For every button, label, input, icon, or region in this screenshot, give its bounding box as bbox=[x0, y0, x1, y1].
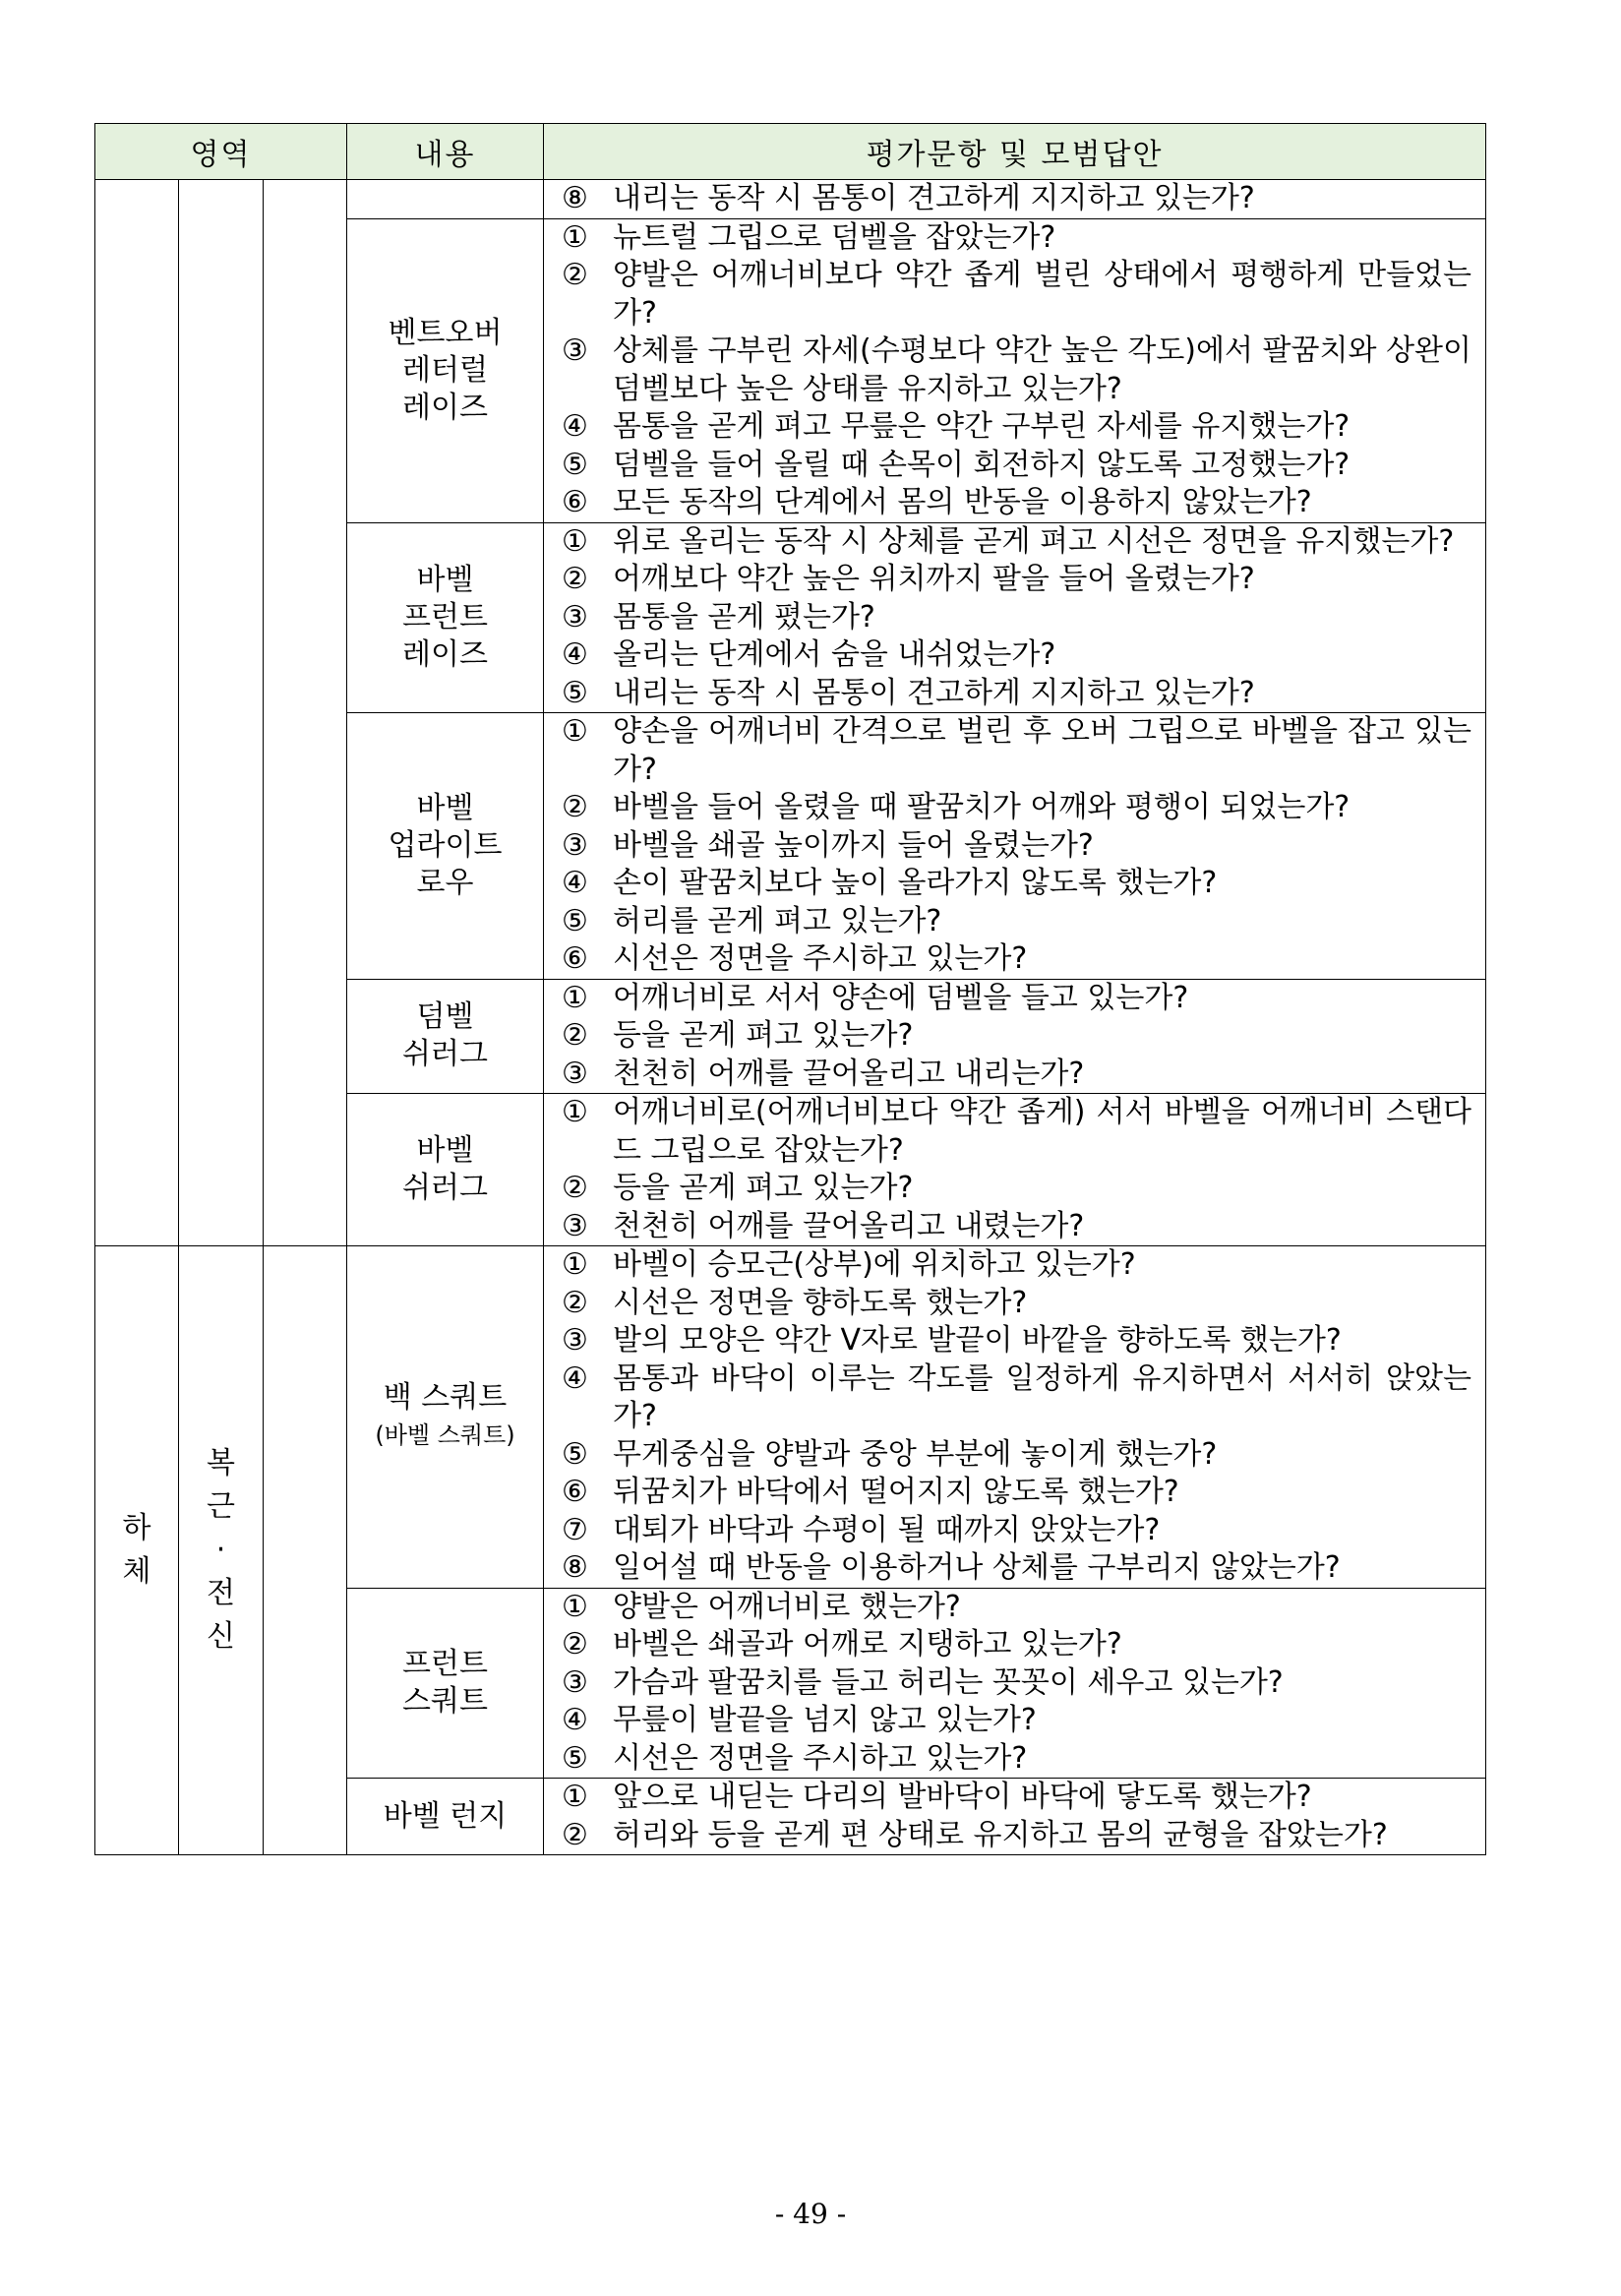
list-item: ① 어깨너비로 서서 양손에 덤벨을 들고 있는가? bbox=[562, 980, 1189, 1015]
content-cell: 프런트 스쿼트 bbox=[347, 1588, 544, 1779]
list-item: ① 앞으로 내딛는 다리의 발바닥이 바닥에 닿도록 했는가? bbox=[562, 1780, 1312, 1814]
list-item: ① 양발은 어깨너비로 했는가? bbox=[562, 1589, 961, 1624]
list-item: ③ 몸통을 곧게 폈는가? bbox=[562, 599, 875, 634]
list-item: ① 뉴트럴 그립으로 덤벨을 잡았는가? bbox=[562, 219, 1056, 255]
content-cell: 덤벨 쉬러그 bbox=[347, 979, 544, 1094]
list-item: ③ 천천히 어깨를 끌어올리고 내렸는가? bbox=[562, 1208, 1085, 1243]
header-content: 내용 bbox=[347, 124, 544, 180]
list-item: ⑤ 시선은 정면을 주시하고 있는가? bbox=[562, 1740, 1028, 1776]
content-cell bbox=[347, 180, 544, 219]
list-item: ② 바벨을 들어 올렸을 때 팔꿈치가 어깨와 평행이 되었는가? bbox=[562, 790, 1351, 824]
list-item: ③ 상체를 구부린 자세(수평보다 약간 높은 각도)에서 팔꿈치와 상완이 덤벨보다 높은 상태를 유지하고 있는가? bbox=[562, 333, 1472, 406]
list-item: ⑤ 덤벨을 들어 올릴 때 손목이 회전하지 않도록 고정했는가? bbox=[562, 447, 1351, 482]
evaluation-table bbox=[94, 123, 1486, 1855]
table-row bbox=[95, 180, 1486, 219]
content-cell: 바벨 쉬러그 bbox=[347, 1094, 544, 1246]
items-cell bbox=[544, 1779, 1486, 1855]
table-header-row bbox=[95, 124, 1486, 180]
list-item: ② 시선은 정면을 향하도록 했는가? bbox=[562, 1285, 1028, 1320]
list-item: ④ 손이 팔꿈치보다 높이 올라가지 않도록 했는가? bbox=[562, 866, 1218, 900]
table-row bbox=[95, 1246, 1486, 1589]
items-cell bbox=[544, 1246, 1486, 1589]
list-item: ③ 발의 모양은 약간 V자로 발끝이 바깥을 향하도록 했는가? bbox=[562, 1323, 1342, 1358]
items-cell bbox=[544, 713, 1486, 980]
list-item: ⑥ 모든 동작의 단계에서 몸의 반동을 이용하지 않았는가? bbox=[562, 485, 1312, 519]
items-cell bbox=[544, 979, 1486, 1094]
list-item: ② 등을 곧게 펴고 있는가? bbox=[562, 1171, 914, 1205]
header-items: 평가문항 및 모범답안 bbox=[544, 124, 1486, 180]
list-item: ④ 몸통을 곧게 펴고 무릎은 약간 구부린 자세를 유지했는가? bbox=[562, 409, 1351, 444]
list-item: ⑤ 내리는 동작 시 몸통이 견고하게 지지하고 있는가? bbox=[562, 675, 1255, 710]
list-item: ① 위로 올리는 동작 시 상체를 곧게 펴고 시선은 정면을 유지했는가? bbox=[562, 523, 1455, 559]
list-item: ① 어깨너비로(어깨너비보다 약간 좁게) 서서 바벨을 어깨너비 스탠다드 그립으로 잡았는가? bbox=[562, 1095, 1472, 1168]
list-item: ② 어깨보다 약간 높은 위치까지 팔을 들어 올렸는가? bbox=[562, 562, 1255, 596]
list-item: ⑥ 시선은 정면을 주시하고 있는가? bbox=[562, 941, 1028, 976]
list-item: ⑤ 무게중심을 양발과 중앙 부분에 놓이게 했는가? bbox=[562, 1436, 1218, 1472]
list-item: ⑦ 대퇴가 바닥과 수평이 될 때까지 앉았는가? bbox=[562, 1512, 1161, 1547]
items-cell bbox=[544, 180, 1486, 219]
list-item: ③ 천천히 어깨를 끌어올리고 내리는가? bbox=[562, 1056, 1085, 1091]
content-cell: 바벨 프런트 레이즈 bbox=[347, 522, 544, 713]
area-upper-col1 bbox=[95, 180, 179, 1246]
items-cell bbox=[544, 522, 1486, 713]
list-item: ② 허리와 등을 곧게 편 상태로 유지하고 몸의 균형을 잡았는가? bbox=[562, 1817, 1388, 1852]
area-lower-body: 하 체 bbox=[95, 1246, 179, 1855]
list-item: ④ 무릎이 발끝을 넘지 않고 있는가? bbox=[562, 1703, 1037, 1737]
content-cell: 백 스쿼트 (바벨 스쿼트) bbox=[347, 1246, 544, 1589]
list-item: ① 바벨이 승모근(상부)에 위치하고 있는가? bbox=[562, 1247, 1136, 1282]
list-item: ⑥ 뒤꿈치가 바닥에서 떨어지지 않도록 했는가? bbox=[562, 1475, 1179, 1509]
items-cell bbox=[544, 1094, 1486, 1246]
list-item: ④ 몸통과 바닥이 이루는 각도를 일정하게 유지하면서 서서히 앉았는가? bbox=[562, 1360, 1472, 1433]
list-item: ③ 가슴과 팔꿈치를 들고 허리는 꼿꼿이 세우고 있는가? bbox=[562, 1664, 1284, 1700]
content-cell: 바벨 런지 bbox=[347, 1779, 544, 1855]
content-cell: 벤트오버 레터럴 레이즈 bbox=[347, 218, 544, 522]
items-cell bbox=[544, 218, 1486, 522]
area-lower-col3 bbox=[264, 1246, 347, 1855]
list-item: ⑤ 허리를 곧게 펴고 있는가? bbox=[562, 903, 942, 938]
page-number: - 49 - bbox=[774, 2198, 847, 2230]
list-item: ① 양손을 어깨너비 간격으로 벌린 후 오버 그립으로 바벨을 잡고 있는가? bbox=[562, 714, 1472, 787]
content-cell: 바벨 업라이트 로우 bbox=[347, 713, 544, 980]
list-item: ④ 올리는 단계에서 숨을 내쉬었는가? bbox=[562, 637, 1056, 672]
header-area: 영역 bbox=[95, 124, 347, 180]
list-item: ⑧ 내리는 동작 시 몸통이 견고하게 지지하고 있는가? bbox=[562, 181, 1255, 215]
list-item: ⑧ 일어설 때 반동을 이용하거나 상체를 구부리지 않았는가? bbox=[562, 1550, 1341, 1585]
items-cell bbox=[544, 1588, 1486, 1779]
area-upper-col2 bbox=[179, 180, 264, 1246]
list-item: ② 양발은 어깨너비보다 약간 좁게 벌린 상태에서 평행하게 만들었는가? bbox=[562, 258, 1472, 331]
area-upper-col3 bbox=[264, 180, 347, 1246]
list-item: ② 등을 곧게 펴고 있는가? bbox=[562, 1018, 914, 1053]
list-item: ② 바벨은 쇄골과 어깨로 지탱하고 있는가? bbox=[562, 1627, 1122, 1662]
area-abs-fullbody: 복 근 · 전 신 bbox=[179, 1246, 264, 1855]
list-item: ③ 바벨을 쇄골 높이까지 들어 올렸는가? bbox=[562, 827, 1094, 863]
